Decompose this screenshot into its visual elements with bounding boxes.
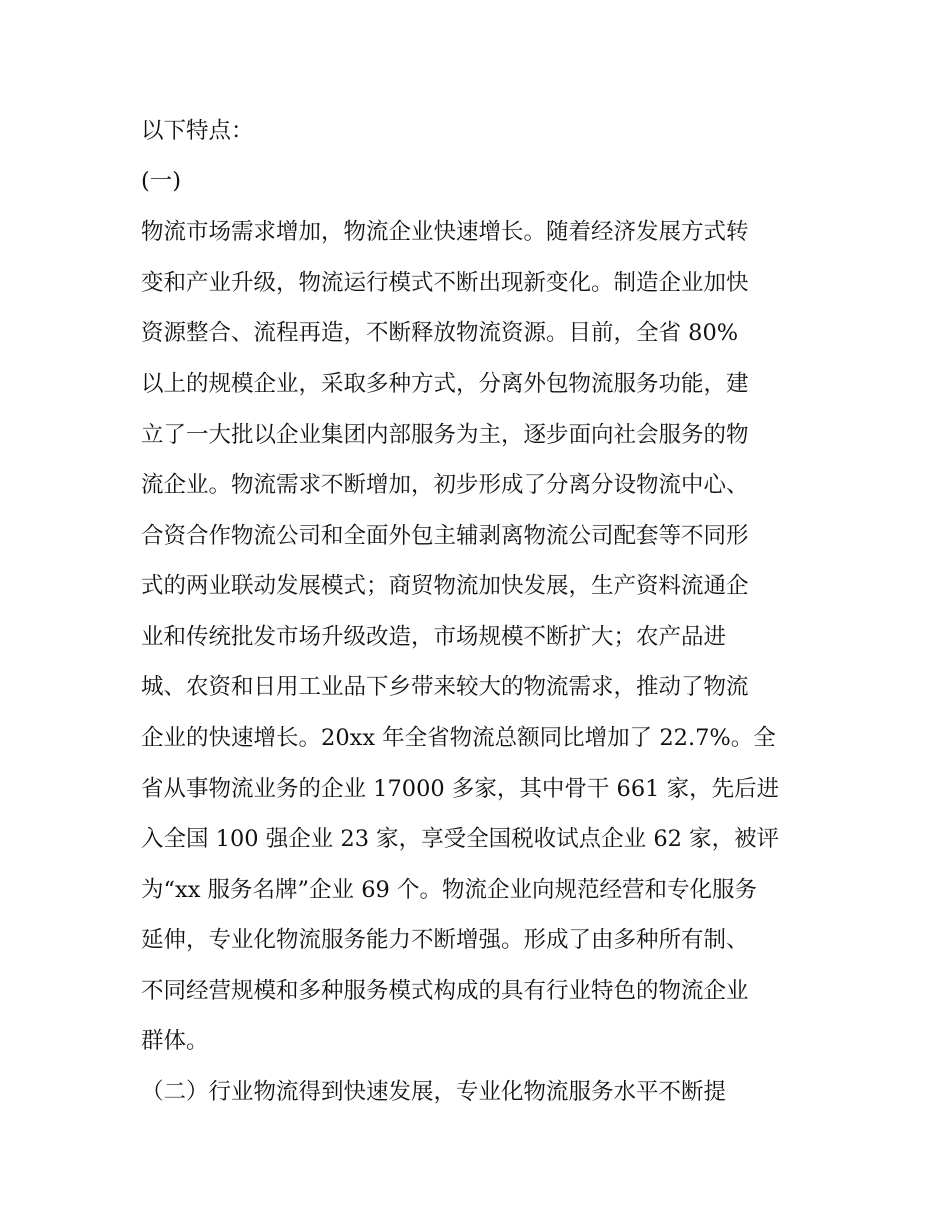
text-line: 资源整合、流程再造，不断释放物流资源。目前，全省 80% — [141, 320, 739, 346]
text-line: 立了一大批以企业集团内部服务为主，逐步面向社会服务的物 — [141, 422, 749, 448]
text-line: 式的两业联动发展模式；商贸物流加快发展，生产资料流通企 — [141, 573, 749, 599]
text-line: 群体。 — [141, 1028, 209, 1054]
text-line: 物流市场需求增加，物流企业快速增长。随着经济发展方式转 — [141, 219, 749, 245]
text-line: （二）行业物流得到快速发展，专业化物流服务水平不断提 — [141, 1079, 727, 1105]
text-line: (一) — [141, 168, 182, 194]
text-line: 变和产业升级，物流运行模式不断出现新变化。制造企业加快 — [141, 270, 749, 296]
text-line: 流企业。物流需求不断增加，初步形成了分离分设物流中心、 — [141, 472, 749, 498]
text-line: 城、农资和日用工业品下乡带来较大的物流需求，推动了物流 — [141, 674, 749, 700]
text-line: 不同经营规模和多种服务模式构成的具有行业特色的物流企业 — [141, 978, 749, 1004]
text-line: 以下特点： — [141, 118, 254, 144]
text-line: 省从事物流业务的企业 17000 多家，其中骨干 661 家，先后进 — [141, 776, 780, 802]
text-line: 入全国 100 强企业 23 家，享受全国税收试点企业 62 家，被评 — [141, 826, 780, 852]
text-line: 为“xx 服务名牌”企业 69 个。物流企业向规范经营和专化服务 — [141, 877, 757, 903]
text-line: 以上的规模企业，采取多种方式，分离外包物流服务功能，建 — [141, 371, 749, 397]
text-line: 业和传统批发市场升级改造，市场规模不断扩大；农产品进 — [141, 624, 727, 650]
text-line: 合资合作物流公司和全面外包主辅剥离物流公司配套等不同形 — [141, 523, 749, 549]
text-line: 企业的快速增长。20xx 年全省物流总额同比增加了 22.7%。全 — [141, 725, 776, 751]
text-line: 延伸，专业化物流服务能力不断增强。形成了由多种所有制、 — [141, 927, 749, 953]
